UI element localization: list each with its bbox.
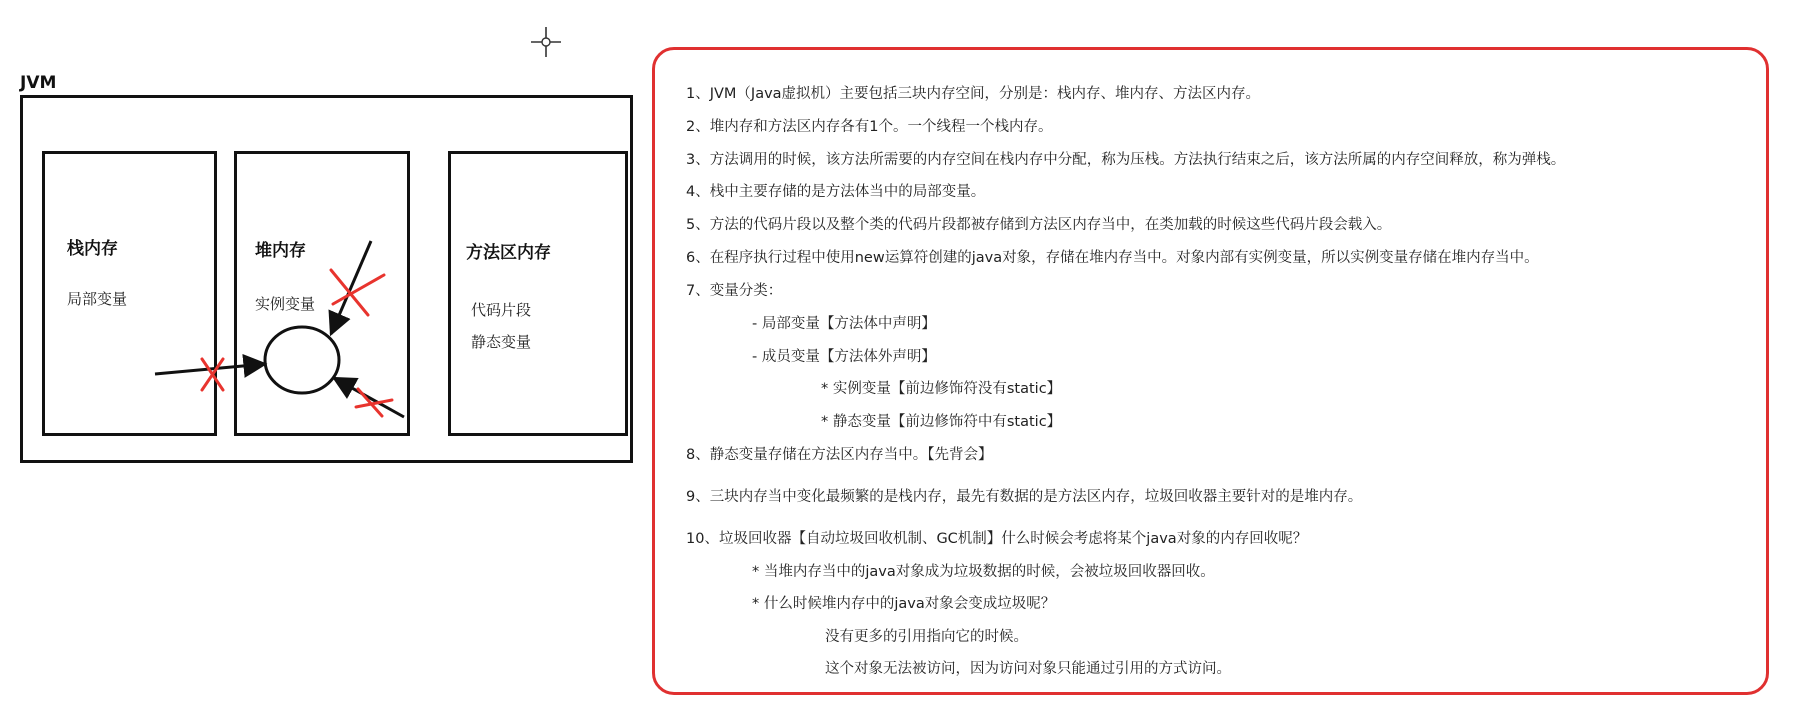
note-line-2: 2、堆内存和方法区内存各有1个。一个线程一个栈内存。 <box>686 119 1053 135</box>
stack-local-variable-label: 局部变量 <box>67 290 128 308</box>
note-line-7-static: * 静态变量【前边修饰符中有static】 <box>821 414 1062 430</box>
note-line-7-instance: * 实例变量【前边修饰符没有static】 <box>821 381 1062 397</box>
note-line-5: 5、方法的代码片段以及整个类的代码片段都被存储到方法区内存当中，在类加载的时候这些代码片段会载入。 <box>686 217 1392 233</box>
note-line-10-b: * 什么时候堆内存中的java对象会变成垃圾呢？ <box>752 596 1056 612</box>
note-line-10-b1: 没有更多的引用指向它的时候。 <box>825 629 1028 645</box>
method-area-box <box>448 151 628 436</box>
note-line-9: 9、三块内存当中变化最频繁的是栈内存，最先有数据的是方法区内存，垃圾回收器主要针对的是堆内存。 <box>686 489 1363 505</box>
jvm-title: JVM <box>20 73 57 93</box>
note-line-10: 10、垃圾回收器【自动垃圾回收机制、GC机制】什么时候会考虑将某个java对象的内存回收呢？ <box>686 531 1308 547</box>
method-code-fragment-label: 代码片段 <box>471 301 532 319</box>
crosshair-icon <box>530 26 562 58</box>
stack-memory-title: 栈内存 <box>67 239 118 259</box>
heap-memory-title: 堆内存 <box>255 241 306 261</box>
method-static-variable-label: 静态变量 <box>471 333 532 351</box>
note-line-4: 4、栈中主要存储的是方法体当中的局部变量。 <box>686 184 986 200</box>
note-line-3: 3、方法调用的时候，该方法所需要的内存空间在栈内存中分配，称为压栈。方法执行结束之后，该方法所属的内存空间释放，称为弹栈。 <box>686 152 1566 168</box>
heap-instance-variable-label: 实例变量 <box>255 295 316 313</box>
note-line-10-b2: 这个对象无法被访问，因为访问对象只能通过引用的方式访问。 <box>825 661 1231 677</box>
note-line-7-local: - 局部变量【方法体中声明】 <box>752 316 936 332</box>
note-line-6: 6、在程序执行过程中使用new运算符创建的java对象，存储在堆内存当中。对象内部有实例变量，所以实例变量存储在堆内存当中。 <box>686 250 1539 266</box>
note-line-10-a: * 当堆内存当中的java对象成为垃圾数据的时候，会被垃圾回收器回收。 <box>752 564 1215 580</box>
note-line-8: 8、静态变量存储在方法区内存当中。【先背会】 <box>686 447 993 463</box>
note-line-1: 1、JVM（Java虚拟机）主要包括三块内存空间，分别是：栈内存、堆内存、方法区内存。 <box>686 86 1261 102</box>
note-line-7: 7、变量分类： <box>686 283 783 299</box>
note-line-7-member: - 成员变量【方法体外声明】 <box>752 349 936 365</box>
method-area-title: 方法区内存 <box>466 243 551 263</box>
